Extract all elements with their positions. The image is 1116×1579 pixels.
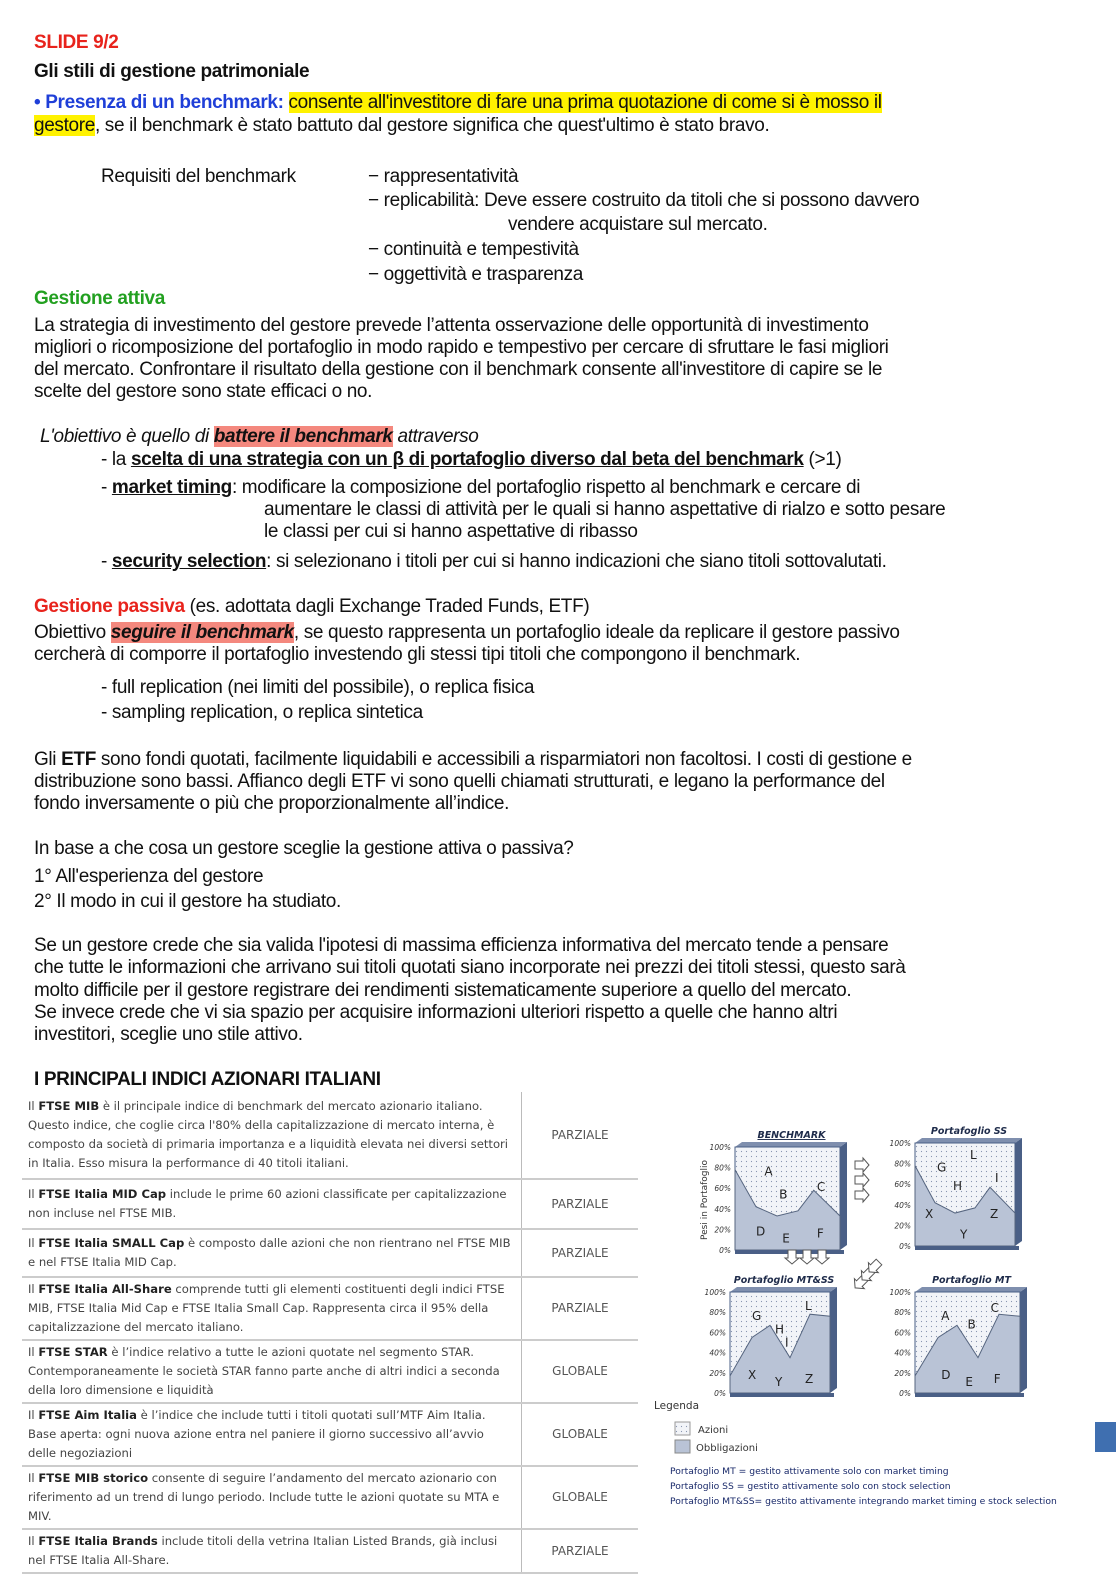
strategy-beta — [101, 449, 841, 471]
attiva-heading: Gestione attiva — [34, 288, 165, 309]
arrow-icon — [855, 1173, 869, 1187]
text: è l’indice che include tutti i titoli quotati sull’MTF Aim Italia. Base aperta: ogni nuova azione entra nel paniere il giorno successivo all’avvio delle negoziazioni — [28, 1408, 486, 1460]
y-tick-label: 80% — [709, 1308, 726, 1318]
index-description — [22, 1529, 522, 1573]
table-row — [22, 1529, 638, 1573]
y-tick-label: 40% — [894, 1348, 911, 1358]
attiva-text: La strategia di investimento del gestore prevede l’attenta osservazione delle opportunità di investimento — [34, 315, 869, 336]
asset-label: Y — [775, 1374, 783, 1389]
index-description — [22, 1403, 522, 1466]
y-tick-label: 100% — [889, 1288, 911, 1297]
passiva-heading: Gestione passiva — [34, 596, 185, 617]
underlined-term: scelta di una strategia con un β di portafoglio diverso dal beta del benchmark — [130, 449, 804, 470]
text: : modificare la composizione del portafoglio rispetto al benchmark e cercare di — [231, 477, 861, 498]
index-name: FTSE Aim Italia — [38, 1408, 137, 1422]
y-tick-label: 0% — [899, 1242, 911, 1251]
index-type: PARZIALE — [522, 1092, 639, 1179]
text: sono fondi quotati, facilmente liquidabili e accessibili a risparmiatori non facoltosi. I costi di gestione e — [95, 749, 912, 770]
y-tick-label: 0% — [899, 1389, 911, 1398]
arrow-shape — [855, 1158, 869, 1172]
asset-label: B — [779, 1187, 788, 1202]
asset-label: D — [941, 1367, 951, 1382]
text: Gli — [34, 749, 62, 770]
arrow-icon — [855, 1158, 869, 1172]
index-description — [22, 1277, 522, 1340]
benchmark-bullet: • Presenza di un benchmark: — [34, 92, 284, 113]
passiva-objective — [34, 622, 900, 644]
y-tick-label: 20% — [714, 1225, 731, 1235]
text: Il — [28, 1534, 39, 1548]
panel-base — [915, 1393, 1024, 1397]
index-description — [22, 1229, 522, 1277]
table-row — [22, 1277, 638, 1340]
asset-label: E — [965, 1374, 973, 1389]
asset-label: I — [785, 1335, 789, 1350]
highlight-text: consente all'investitore di fare una prima quotazione di come si è mosso il — [288, 92, 882, 113]
passiva-heading-line — [34, 596, 589, 618]
text: - la — [101, 449, 131, 470]
panel-top — [730, 1287, 837, 1292]
asset-label: H — [953, 1179, 963, 1194]
panel-side — [830, 1287, 837, 1393]
index-name: FTSE Italia Brands — [38, 1534, 158, 1548]
attiva-text: del mercato. Confrontare il risultato della gestione con il benchmark consente all'investitore di capire se le — [34, 359, 883, 380]
indici-table — [22, 1092, 638, 1574]
text: (es. adottata dagli Exchange Traded Funds, ETF) — [184, 596, 590, 617]
index-description — [22, 1340, 522, 1403]
intro-text: , se il benchmark è stato battuto dal gestore significa che quest'ultimo è stato bravo. — [94, 115, 770, 136]
text: è l’indice relativo a tutte le azioni quotate nel segmento STAR. Contemporaneamente le società STAR fanno parte anche di altri indici a seconda della loro dimensione e liquidità — [28, 1345, 500, 1397]
efficienza-text: Se un gestore crede che sia valida l'ipotesi di massima efficienza informativa del mercato tende a pensare — [34, 935, 889, 956]
text: è il principale indice di benchmark del mercato azionario italiano. Questo indice, che coglie circa l'80% della capitalizzazione di mercato interna, è composto da società di primaria importanza e a liquidità elevata nei diversi settori in Italia. Esso misura la performance di 40 titoli italiani. — [28, 1099, 509, 1170]
text: - — [101, 551, 112, 572]
index-name: FTSE MIB — [38, 1099, 100, 1113]
highlight-text: seguire il benchmark — [110, 622, 294, 643]
legend-note: Portafoglio MT = gestito attivamente solo con market timing — [670, 1466, 949, 1477]
panel-title: BENCHMARK — [757, 1130, 826, 1141]
asset-label: F — [816, 1226, 824, 1241]
asset-label: L — [970, 1148, 977, 1163]
benchmark-intro-line1 — [34, 92, 882, 114]
asset-label: Y — [960, 1227, 968, 1242]
asset-label: L — [805, 1299, 812, 1314]
arrow-shape — [855, 1173, 869, 1187]
underlined-term: security selection — [111, 551, 267, 572]
panel-side — [1020, 1287, 1027, 1393]
y-tick-label: 20% — [894, 1368, 911, 1378]
side-tab[interactable] — [1095, 1422, 1116, 1452]
index-type: GLOBALE — [522, 1403, 639, 1466]
y-axis-label: Pesi in Portafoglio — [700, 1159, 710, 1241]
legend-item: Azioni — [698, 1425, 729, 1436]
asset-label: B — [967, 1317, 976, 1332]
index-description — [22, 1466, 522, 1529]
indici-heading: I PRINCIPALI INDICI AZIONARI ITALIANI — [34, 1069, 381, 1090]
etf-text: distribuzione sono bassi. Affianco degli ETF vi sono quelli chiamati strutturati, e legano la performance del — [34, 771, 885, 792]
legend-item: Obbligazioni — [696, 1443, 758, 1454]
index-description — [22, 1092, 522, 1179]
y-tick-label: 40% — [714, 1204, 731, 1214]
y-tick-label: 0% — [714, 1389, 726, 1398]
efficienza-text: investitori, sceglie uno stile attivo. — [34, 1024, 303, 1045]
y-tick-label: 0% — [719, 1246, 731, 1255]
asset-label: E — [782, 1231, 790, 1246]
requisiti-label: Requisiti del benchmark — [101, 166, 296, 187]
passiva-text: cercherà di comporre il portafoglio investendo gli stessi tipi titoli che compongono il benchmark. — [34, 644, 801, 665]
efficienza-text: Se invece crede che vi sia spazio per acquisire informazioni ulteriori rispetto a quelle che hanno altri — [34, 1002, 838, 1023]
y-tick-label: 80% — [894, 1308, 911, 1318]
y-tick-label: 100% — [889, 1139, 911, 1148]
benchmark-intro-line2 — [34, 115, 769, 137]
legend-swatch-obbligazioni — [675, 1440, 690, 1453]
y-tick-label: 20% — [894, 1221, 911, 1231]
answer: 1° All'esperienza del gestore — [34, 866, 264, 887]
index-type: PARZIALE — [522, 1229, 639, 1277]
table-row — [22, 1466, 638, 1529]
index-name: FTSE Italia SMALL Cap — [38, 1236, 185, 1250]
panel-title: Portafoglio SS — [930, 1126, 1008, 1137]
asset-label: C — [816, 1180, 826, 1195]
index-type: GLOBALE — [522, 1340, 639, 1403]
asset-label: X — [925, 1206, 934, 1221]
table-row — [22, 1229, 638, 1277]
slide-number: SLIDE 9/2 — [34, 32, 119, 53]
page-title: Gli stili di gestione patrimoniale — [34, 61, 310, 82]
text: (>1) — [803, 449, 842, 470]
asset-label: X — [748, 1367, 757, 1382]
bold-term: ETF — [61, 749, 96, 770]
y-tick-label: 100% — [709, 1143, 731, 1152]
text: Obiettivo — [34, 622, 111, 643]
market-timing-cont: le classi per cui si hanno aspettative di ribasso — [264, 521, 638, 542]
requisito-item-cont: vendere acquistare sul mercato. — [508, 214, 768, 235]
etf-text: fondo inversamente o più che proporzionalmente all’indice. — [34, 793, 510, 814]
asset-label: Z — [990, 1206, 999, 1221]
panel-top — [735, 1142, 847, 1147]
index-name: FTSE Italia All-Share — [38, 1282, 172, 1296]
arrow-shape — [855, 1188, 869, 1202]
arrow-icon — [855, 1188, 869, 1202]
panel-title: Portafoglio MT&SS — [733, 1275, 835, 1286]
index-type: GLOBALE — [522, 1466, 639, 1529]
table-row — [22, 1179, 638, 1229]
text: attraverso — [392, 426, 479, 447]
asset-label: Z — [805, 1371, 814, 1386]
market-timing-cont: aumentare le classi di attività per le quali si hanno aspettative di rialzo e sotto pesare — [264, 499, 946, 520]
table-row — [22, 1092, 638, 1179]
text: : si selezionano i titoli per cui si hanno indicazioni che siano titoli sottovalutati. — [266, 551, 887, 572]
asset-label: G — [752, 1309, 762, 1324]
attiva-text: scelte del gestore sono state efficaci o no. — [34, 381, 373, 402]
efficienza-text: che tutte le informazioni che arrivano sui titoli quotati siano incorporate nei prezzi dei titoli stessi, questo sarà — [34, 957, 906, 978]
text: include titoli della vetrina Italian Listed Brands, già inclusi nel FTSE Italia All-Share. — [28, 1534, 498, 1567]
index-name: FTSE Italia MID Cap — [38, 1187, 167, 1201]
text: Il — [28, 1471, 39, 1485]
replication-item: - sampling replication, o replica sintetica — [101, 702, 423, 723]
asset-label: A — [941, 1309, 950, 1324]
text: è composto dalle azioni che non rientrano nel FTSE MIB e nel FTSE Italia MID Cap. — [28, 1236, 511, 1269]
portfolio-diagram — [650, 1120, 1116, 1520]
asset-label: D — [756, 1224, 766, 1239]
panel-base — [915, 1246, 1019, 1250]
strategy-market-timing — [101, 477, 860, 499]
panel-side — [1015, 1138, 1022, 1246]
panel-top — [915, 1287, 1027, 1292]
obiettivo-attiva — [40, 426, 479, 448]
table-row — [22, 1340, 638, 1403]
attiva-text: migliori o ricomposizione del portafoglio in modo rapido e tempestivo per cercare di sfruttare le fasi migliori — [34, 337, 889, 358]
y-tick-label: 40% — [894, 1200, 911, 1210]
answer: 2° Il modo in cui il gestore ha studiato. — [34, 891, 341, 912]
asset-label: I — [995, 1170, 999, 1185]
highlight-text: battere il benchmark — [213, 426, 393, 447]
panel-top — [915, 1138, 1022, 1143]
index-description — [22, 1179, 522, 1229]
y-tick-label: 60% — [714, 1184, 731, 1194]
text: Il — [28, 1408, 39, 1422]
y-tick-label: 80% — [894, 1159, 911, 1169]
text: Il — [28, 1187, 39, 1201]
y-tick-label: 60% — [894, 1328, 911, 1338]
legend-note: Portafoglio MT&SS= gestito attivamente integrando market timing e stock selection — [670, 1496, 1057, 1507]
strategy-security-selection — [101, 551, 887, 573]
panel-base — [730, 1393, 834, 1397]
y-tick-label: 60% — [894, 1180, 911, 1190]
legend-title: Legenda — [654, 1400, 700, 1412]
index-type: PARZIALE — [522, 1277, 639, 1340]
text: Il — [28, 1099, 39, 1113]
requisito-item: − oggettività e trasparenza — [368, 264, 583, 285]
text: - — [101, 477, 112, 498]
index-name: FTSE MIB storico — [38, 1471, 149, 1485]
requisito-item: − continuità e tempestività — [368, 239, 579, 260]
underlined-term: market timing — [111, 477, 232, 498]
legend-swatch-azioni — [675, 1422, 690, 1435]
y-tick-label: 40% — [709, 1348, 726, 1358]
y-tick-label: 100% — [704, 1288, 726, 1297]
index-name: FTSE STAR — [38, 1345, 108, 1359]
index-type: PARZIALE — [522, 1179, 639, 1229]
y-tick-label: 60% — [709, 1328, 726, 1338]
text: include le prime 60 azioni classificate per capitalizzazione non incluse nel FTSE MIB. — [28, 1187, 507, 1220]
efficienza-text: molto difficile per il gestore registrare dei rendimenti sistematicamente superiore a quello del mercato. — [34, 980, 852, 1001]
asset-label: A — [764, 1164, 773, 1179]
replication-item: - full replication (nei limiti del possibile), o replica fisica — [101, 677, 535, 698]
text: comprende tutti gli elementi costituenti degli indici FTSE MIB, FTSE Italia Mid Cap e FTSE Italia Small Cap. Rappresenta circa il 95% della capitalizzazione del mercato italiano. — [28, 1282, 505, 1334]
panel-title: Portafoglio MT — [932, 1275, 1011, 1286]
asset-label: C — [990, 1301, 999, 1316]
asset-label: H — [775, 1322, 785, 1337]
panel-side — [840, 1142, 847, 1250]
requisito-item: − replicabilità: Deve essere costruito da titoli che si possono davvero — [368, 190, 920, 211]
highlight-text: gestore — [34, 115, 95, 136]
etf-text — [34, 749, 912, 771]
legend-note: Portafoglio SS = gestito attivamente solo con stock selection — [670, 1481, 951, 1492]
text: L'obiettivo è quello di — [40, 426, 214, 447]
text: Il — [28, 1282, 39, 1296]
text: , se questo rappresenta un portafoglio ideale da replicare il gestore passivo — [293, 622, 900, 643]
table-row — [22, 1403, 638, 1466]
asset-label: G — [937, 1160, 947, 1175]
y-tick-label: 80% — [714, 1163, 731, 1173]
index-type: PARZIALE — [522, 1529, 639, 1573]
question: In base a che cosa un gestore sceglie la gestione attiva o passiva? — [34, 838, 574, 859]
y-tick-label: 20% — [709, 1368, 726, 1378]
text: Il — [28, 1236, 39, 1250]
requisito-item: − rappresentatività — [368, 166, 519, 187]
text: consente di seguire l’andamento del mercato azionario con riferimento ad un trend di lungo periodo. Include tutte le azioni quotate su MTA e MIV. — [28, 1471, 500, 1523]
asset-label: F — [993, 1371, 1001, 1386]
text: Il — [28, 1345, 39, 1359]
